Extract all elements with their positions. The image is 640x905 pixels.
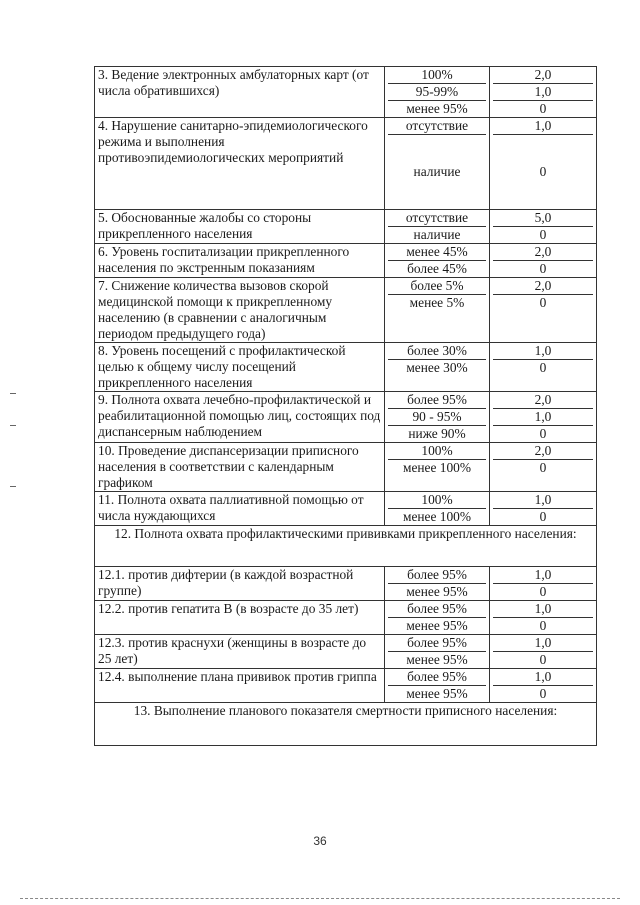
criterion-cell: 9. Полнота охвата лечебно-профилактической и реабилитационной помощью лиц, состоящих под диспансерным наблюдением xyxy=(95,392,385,443)
condition-cell xyxy=(385,392,490,443)
condition-value: 90 - 95% xyxy=(388,409,486,426)
table-row xyxy=(95,278,597,343)
condition-value: более 95% xyxy=(388,601,486,618)
criterion-cell: 12.4. выполнение плана прививок против гриппа xyxy=(95,669,385,703)
points-value: 1,0 xyxy=(493,669,593,686)
condition-cell xyxy=(385,278,490,343)
table-row xyxy=(95,635,597,669)
table-row xyxy=(95,567,597,601)
points-value: 0 xyxy=(539,261,547,276)
points-value: 1,0 xyxy=(493,409,593,426)
points-value: 5,0 xyxy=(493,210,593,227)
condition-value: наличие xyxy=(413,164,461,179)
table-row xyxy=(95,669,597,703)
criterion-cell: 5. Обоснованные жалобы со стороны прикрепленного населения xyxy=(95,210,385,244)
points-value: 0 xyxy=(539,509,547,524)
points-value: 0 xyxy=(539,101,547,116)
table-row xyxy=(95,492,597,526)
points-cell xyxy=(490,210,597,244)
condition-value: менее 95% xyxy=(406,584,468,599)
scan-margin-mark xyxy=(10,425,16,426)
condition-cell xyxy=(385,118,490,210)
condition-cell xyxy=(385,492,490,526)
table-row xyxy=(95,67,597,118)
condition-value: менее 100% xyxy=(402,509,472,524)
criterion-cell: 10. Проведение диспансеризации приписного населения в соответствии с календарным графиком xyxy=(95,443,385,492)
points-value: 1,0 xyxy=(493,84,593,101)
condition-value: 100% xyxy=(388,443,486,460)
condition-cell xyxy=(385,343,490,392)
condition-value: менее 95% xyxy=(406,652,468,667)
condition-value: более 95% xyxy=(388,567,486,584)
table-row xyxy=(95,244,597,278)
condition-value: более 95% xyxy=(388,669,486,686)
condition-value: наличие xyxy=(413,227,461,242)
criterion-cell: 12.3. против краснухи (женщины в возрасте до 25 лет) xyxy=(95,635,385,669)
condition-value: 100% xyxy=(388,492,486,509)
points-value: 2,0 xyxy=(493,67,593,84)
criterion-cell: 3. Ведение электронных амбулаторных карт (от числа обратившихся) xyxy=(95,67,385,118)
scan-margin-mark xyxy=(10,486,16,487)
points-value: 1,0 xyxy=(493,601,593,618)
points-value: 1,0 xyxy=(493,118,593,135)
table-row xyxy=(95,118,597,210)
table-row xyxy=(95,526,597,567)
points-cell xyxy=(490,343,597,392)
condition-value: ниже 90% xyxy=(408,426,466,441)
points-cell xyxy=(490,492,597,526)
criterion-cell: 4. Нарушение санитарно-эпидемиологического режима и выполнения противоэпидемиологических мероприятий xyxy=(95,118,385,210)
condition-value: 95-99% xyxy=(388,84,486,101)
condition-value: менее 95% xyxy=(406,618,468,633)
points-value: 1,0 xyxy=(493,567,593,584)
condition-value: более 45% xyxy=(407,261,467,276)
points-value: 0 xyxy=(539,460,547,475)
section-heading: 13. Выполнение планового показателя смертности приписного населения: xyxy=(95,703,597,746)
points-cell xyxy=(490,118,597,210)
points-value: 1,0 xyxy=(493,492,593,509)
table-row xyxy=(95,601,597,635)
criteria-table xyxy=(94,66,597,746)
condition-value: менее 5% xyxy=(409,295,465,310)
points-value: 0 xyxy=(539,686,547,701)
condition-cell xyxy=(385,244,490,278)
points-cell xyxy=(490,278,597,343)
condition-value: менее 100% xyxy=(402,460,472,475)
points-cell xyxy=(490,635,597,669)
criterion-cell: 12.2. против гепатита В (в возрасте до 35 лет) xyxy=(95,601,385,635)
condition-value: отсутствие xyxy=(388,210,486,227)
criterion-cell: 11. Полнота охвата паллиативной помощью от числа нуждающихся xyxy=(95,492,385,526)
points-value: 0 xyxy=(539,652,547,667)
points-value: 0 xyxy=(539,164,547,179)
condition-cell xyxy=(385,669,490,703)
points-cell xyxy=(490,567,597,601)
table-row xyxy=(95,392,597,443)
points-cell xyxy=(490,392,597,443)
page-number: 36 xyxy=(313,834,327,848)
points-value: 1,0 xyxy=(493,635,593,652)
points-cell xyxy=(490,669,597,703)
points-value: 2,0 xyxy=(493,278,593,295)
condition-cell xyxy=(385,443,490,492)
points-value: 0 xyxy=(539,426,547,441)
points-value: 0 xyxy=(539,227,547,242)
scan-edge-line xyxy=(20,898,620,900)
condition-value: 100% xyxy=(388,67,486,84)
condition-cell xyxy=(385,567,490,601)
table-row xyxy=(95,443,597,492)
scan-margin-mark xyxy=(10,393,16,394)
points-value: 0 xyxy=(539,295,547,310)
points-cell xyxy=(490,601,597,635)
condition-cell xyxy=(385,67,490,118)
condition-value: менее 45% xyxy=(388,244,486,261)
points-value: 0 xyxy=(539,618,547,633)
points-value: 0 xyxy=(539,360,547,375)
condition-value: более 95% xyxy=(388,635,486,652)
table-row xyxy=(95,343,597,392)
points-cell xyxy=(490,67,597,118)
points-value: 1,0 xyxy=(493,343,593,360)
criterion-cell: 6. Уровень госпитализации прикрепленного населения по экстренным показаниям xyxy=(95,244,385,278)
criterion-cell: 8. Уровень посещений с профилактической целью к общему числу посещений прикрепленного населения xyxy=(95,343,385,392)
table-row xyxy=(95,703,597,746)
points-cell xyxy=(490,443,597,492)
criterion-cell: 12.1. против дифтерии (в каждой возрастной группе) xyxy=(95,567,385,601)
condition-cell xyxy=(385,210,490,244)
points-value: 2,0 xyxy=(493,392,593,409)
points-value: 2,0 xyxy=(493,443,593,460)
points-cell xyxy=(490,244,597,278)
condition-value: более 30% xyxy=(388,343,486,360)
condition-value: менее 95% xyxy=(406,686,468,701)
condition-value: более 95% xyxy=(388,392,486,409)
points-value: 2,0 xyxy=(493,244,593,261)
condition-cell xyxy=(385,601,490,635)
condition-value: менее 95% xyxy=(406,101,468,116)
condition-value: более 5% xyxy=(388,278,486,295)
section-heading: 12. Полнота охвата профилактическими прививками прикрепленного населения: xyxy=(95,526,597,567)
condition-value: менее 30% xyxy=(406,360,468,375)
table-row xyxy=(95,210,597,244)
condition-cell xyxy=(385,635,490,669)
points-value: 0 xyxy=(539,584,547,599)
condition-value: отсутствие xyxy=(388,118,486,135)
criterion-cell: 7. Снижение количества вызовов скорой медицинской помощи к прикрепленному населению (в сравнении с аналогичным периодом предыдущего года) xyxy=(95,278,385,343)
